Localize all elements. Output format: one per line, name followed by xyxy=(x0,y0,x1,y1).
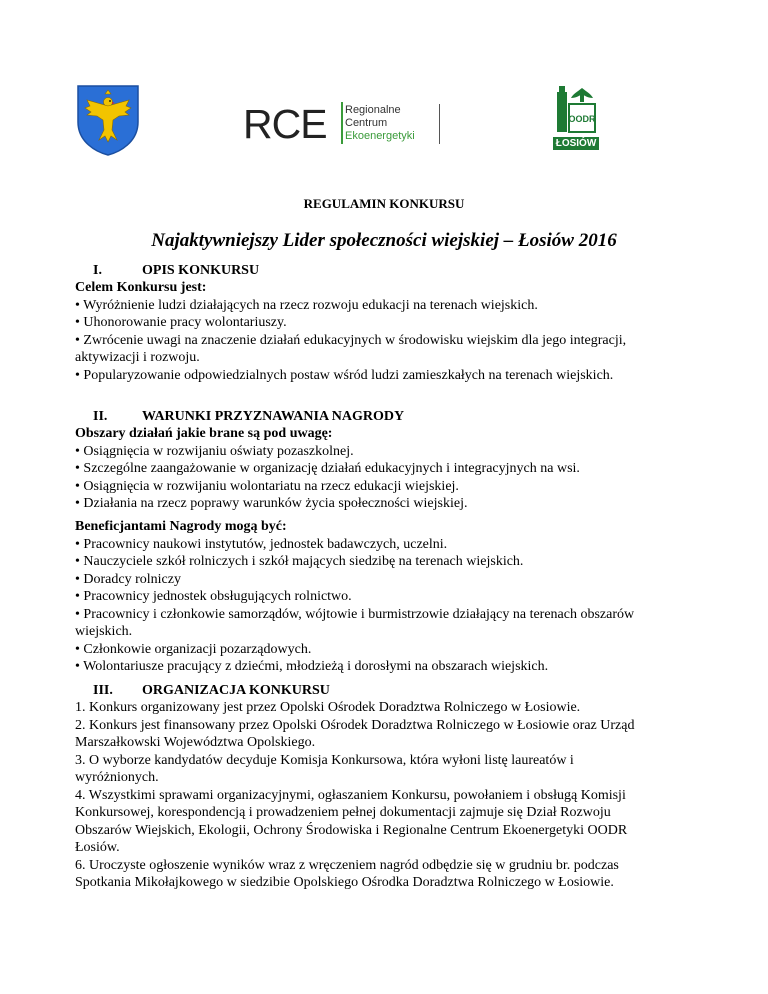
list-item: • Nauczyciele szkół rolniczych i szkół mających siedzibę na terenach wiejskich. xyxy=(75,554,524,569)
list-item: • Działania na rzecz poprawy warunków życia społeczności wiejskiej. xyxy=(75,496,468,511)
oodr-logo xyxy=(553,84,599,150)
list-item: wiejskich. xyxy=(75,624,133,639)
list-item: Marszałkowski Województwa Opolskiego. xyxy=(75,735,316,750)
oodr-label: OODR xyxy=(568,114,596,124)
section-2-title: WARUNKI PRZYZNAWANIA NAGRODY xyxy=(142,409,405,424)
list-item: • Wolontariusze pracujący z dziećmi, młodzieżą i dorosłymi na obszarach wiejskich. xyxy=(75,659,549,674)
list-item: • Pracownicy naukowi instytutów, jednostek badawczych, uczelni. xyxy=(75,536,448,552)
section-2-lead-2: Beneficjantami Nagrody mogą być: xyxy=(75,519,287,534)
rce-logo-edge xyxy=(439,104,440,144)
list-item: 4. Wszystkimi sprawami organizacyjnymi, ogłaszaniem Konkursu, powołaniem i obsługą Komisji xyxy=(75,787,626,803)
oodr-place: ŁOSIÓW xyxy=(553,137,599,150)
section-1-lead: Celem Konkursu jest: xyxy=(75,280,207,295)
rce-logo-divider xyxy=(341,102,343,144)
list-item: 3. O wyborze kandydatów decyduje Komisja Konkursowa, która wyłoni listę laureatów i xyxy=(75,752,574,768)
list-item: aktywizacji i rozwoju. xyxy=(75,350,200,365)
list-item: • Pracownicy i członkowie samorządów, wójtowie i burmistrzowie działający na terenach obszarów xyxy=(75,606,635,622)
list-item: • Doradcy rolniczy xyxy=(75,571,181,587)
list-item: • Osiągnięcia w rozwijaniu oświaty pozaszkolnej. xyxy=(75,443,354,459)
section-3-title: ORGANIZACJA KONKURSU xyxy=(142,683,330,698)
list-item: Obszarów Wiejskich, Ekologii, Ochrony Środowiska i Regionalne Centrum Ekoenergetyki OODR xyxy=(75,822,628,838)
list-item: Konkursowej, korespondencją i prowadzeniem pełnej dokumentacji zajmuje się Dział Rozwoju xyxy=(75,805,611,820)
list-item: Łosiów. xyxy=(75,840,120,855)
list-item: • Zwrócenie uwagi na znaczenie działań edukacyjnych w środowisku wiejskim dla jego integracji, xyxy=(75,332,627,348)
list-item: • Osiągnięcia w rozwijaniu wolontariatu na rzecz edukacji wiejskiej. xyxy=(75,478,459,494)
document-title: REGULAMIN KONKURSU xyxy=(303,196,465,211)
section-1-number: I. xyxy=(93,263,102,278)
list-item: • Szczególne zaangażowanie w organizację działań edukacyjnych i integracyjnych na wsi. xyxy=(75,461,580,476)
section-2-body xyxy=(75,425,695,513)
list-item: Spotkania Mikołajkowego w siedzibie Opolskiego Ośrodka Doradztwa Rolniczego w Łosiowie. xyxy=(75,875,614,890)
section-3-body xyxy=(75,699,695,892)
rce-logo-letters: RCE xyxy=(243,101,327,147)
rce-logo-text: Regionalne Centrum Ekoenergetyki xyxy=(345,104,415,142)
list-item: 2. Konkurs jest finansowany przez Opolski Ośrodek Doradztwa Rolniczego w Łosiowie oraz Urząd xyxy=(75,717,635,733)
list-item: wyróżnionych. xyxy=(75,770,159,785)
section-2-lead: Obszary działań jakie brane są pod uwagę: xyxy=(75,426,333,441)
section-2-beneficiaries xyxy=(75,518,695,676)
list-item: 6. Uroczyste ogłoszenie wyników wraz z wręczeniem nagród odbędzie się w grudniu br. podczas xyxy=(75,857,619,873)
list-item: • Uhonorowanie pracy wolontariuszy. xyxy=(75,315,287,330)
list-item: • Pracownicy jednostek obsługujących rolnictwo. xyxy=(75,589,352,604)
list-item: • Popularyzowanie odpowiedzialnych postaw wśród ludzi zamieszkałych na terenach wiejskich. xyxy=(75,367,614,383)
list-item: • Wyróżnienie ludzi działających na rzecz rozwoju edukacji na terenach wiejskich. xyxy=(75,297,538,313)
section-1-title: OPIS KONKURSU xyxy=(142,263,260,278)
list-item: 1. Konkurs organizowany jest przez Opolski Ośrodek Doradztwa Rolniczego w Łosiowie. xyxy=(75,700,581,715)
oodr-tower-icon xyxy=(553,84,599,136)
opole-eagle-coat-of-arms-icon xyxy=(75,84,141,156)
section-3-number: III. xyxy=(93,683,113,698)
rce-logo xyxy=(243,102,443,146)
section-2-number: II. xyxy=(93,409,108,424)
contest-title: Najaktywniejszy Lider społeczności wiejskiej – Łosiów 2016 xyxy=(151,230,617,251)
section-1-body xyxy=(75,279,695,384)
list-item: • Członkowie organizacji pozarządowych. xyxy=(75,641,312,657)
